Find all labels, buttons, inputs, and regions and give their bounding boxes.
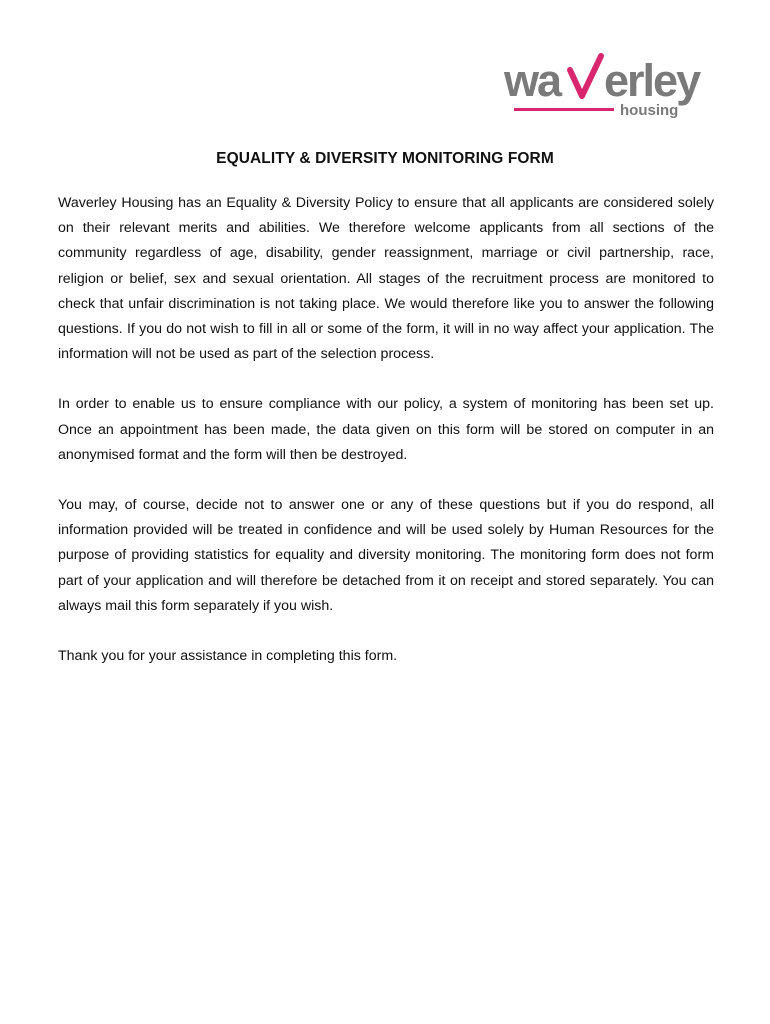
waverley-housing-logo xyxy=(500,52,715,124)
logo-wordmark-part1: wa xyxy=(504,55,561,106)
logo-accent-check-mark xyxy=(570,56,601,96)
logo-graphic xyxy=(500,52,715,124)
document-body xyxy=(58,191,714,694)
paragraph-thank-you: Thank you for your assistance in completing this form. xyxy=(58,648,398,665)
page-title: EQUALITY & DIVERSITY MONITORING FORM xyxy=(216,150,554,167)
paragraph-confidentiality: You may, of course, decide not to answer one or any of these questions but if you do respond, all information provided will be treated in confidence and will be used solely by Human Resources for the purpose of providing statistics for equality and diversity monitoring. The monitoring form does not form part of your application and will therefore be detached from it on receipt and stored separately. You can always mail this form separately if you wish. xyxy=(58,497,714,614)
logo-accent-underline xyxy=(514,108,614,111)
logo-wordmark-part2: erley xyxy=(604,55,700,106)
logo-tagline: housing xyxy=(620,102,679,119)
paragraph-monitoring-system: In order to enable us to ensure compliance with our policy, a system of monitoring has been set up. Once an appointment has been made, the data given on this form will be stored on computer in an anonymised format and the form will then be destroyed. xyxy=(58,396,714,463)
paragraph-policy-intro: Waverley Housing has an Equality & Diversity Policy to ensure that all applicants are considered solely on their relevant merits and abilities. We therefore welcome applicants from all sections of the community regardless of age, disability, gender reassignment, marriage or civil partnership, race, religion or belief, sex and sexual orientation. All stages of the recruitment process are monitored to check that unfair discrimination is not taking place. We would therefore like you to answer the following questions. If you do not wish to fill in all or some of the form, it will in no way affect your application. The information will not be used as part of the selection process. xyxy=(58,195,714,363)
